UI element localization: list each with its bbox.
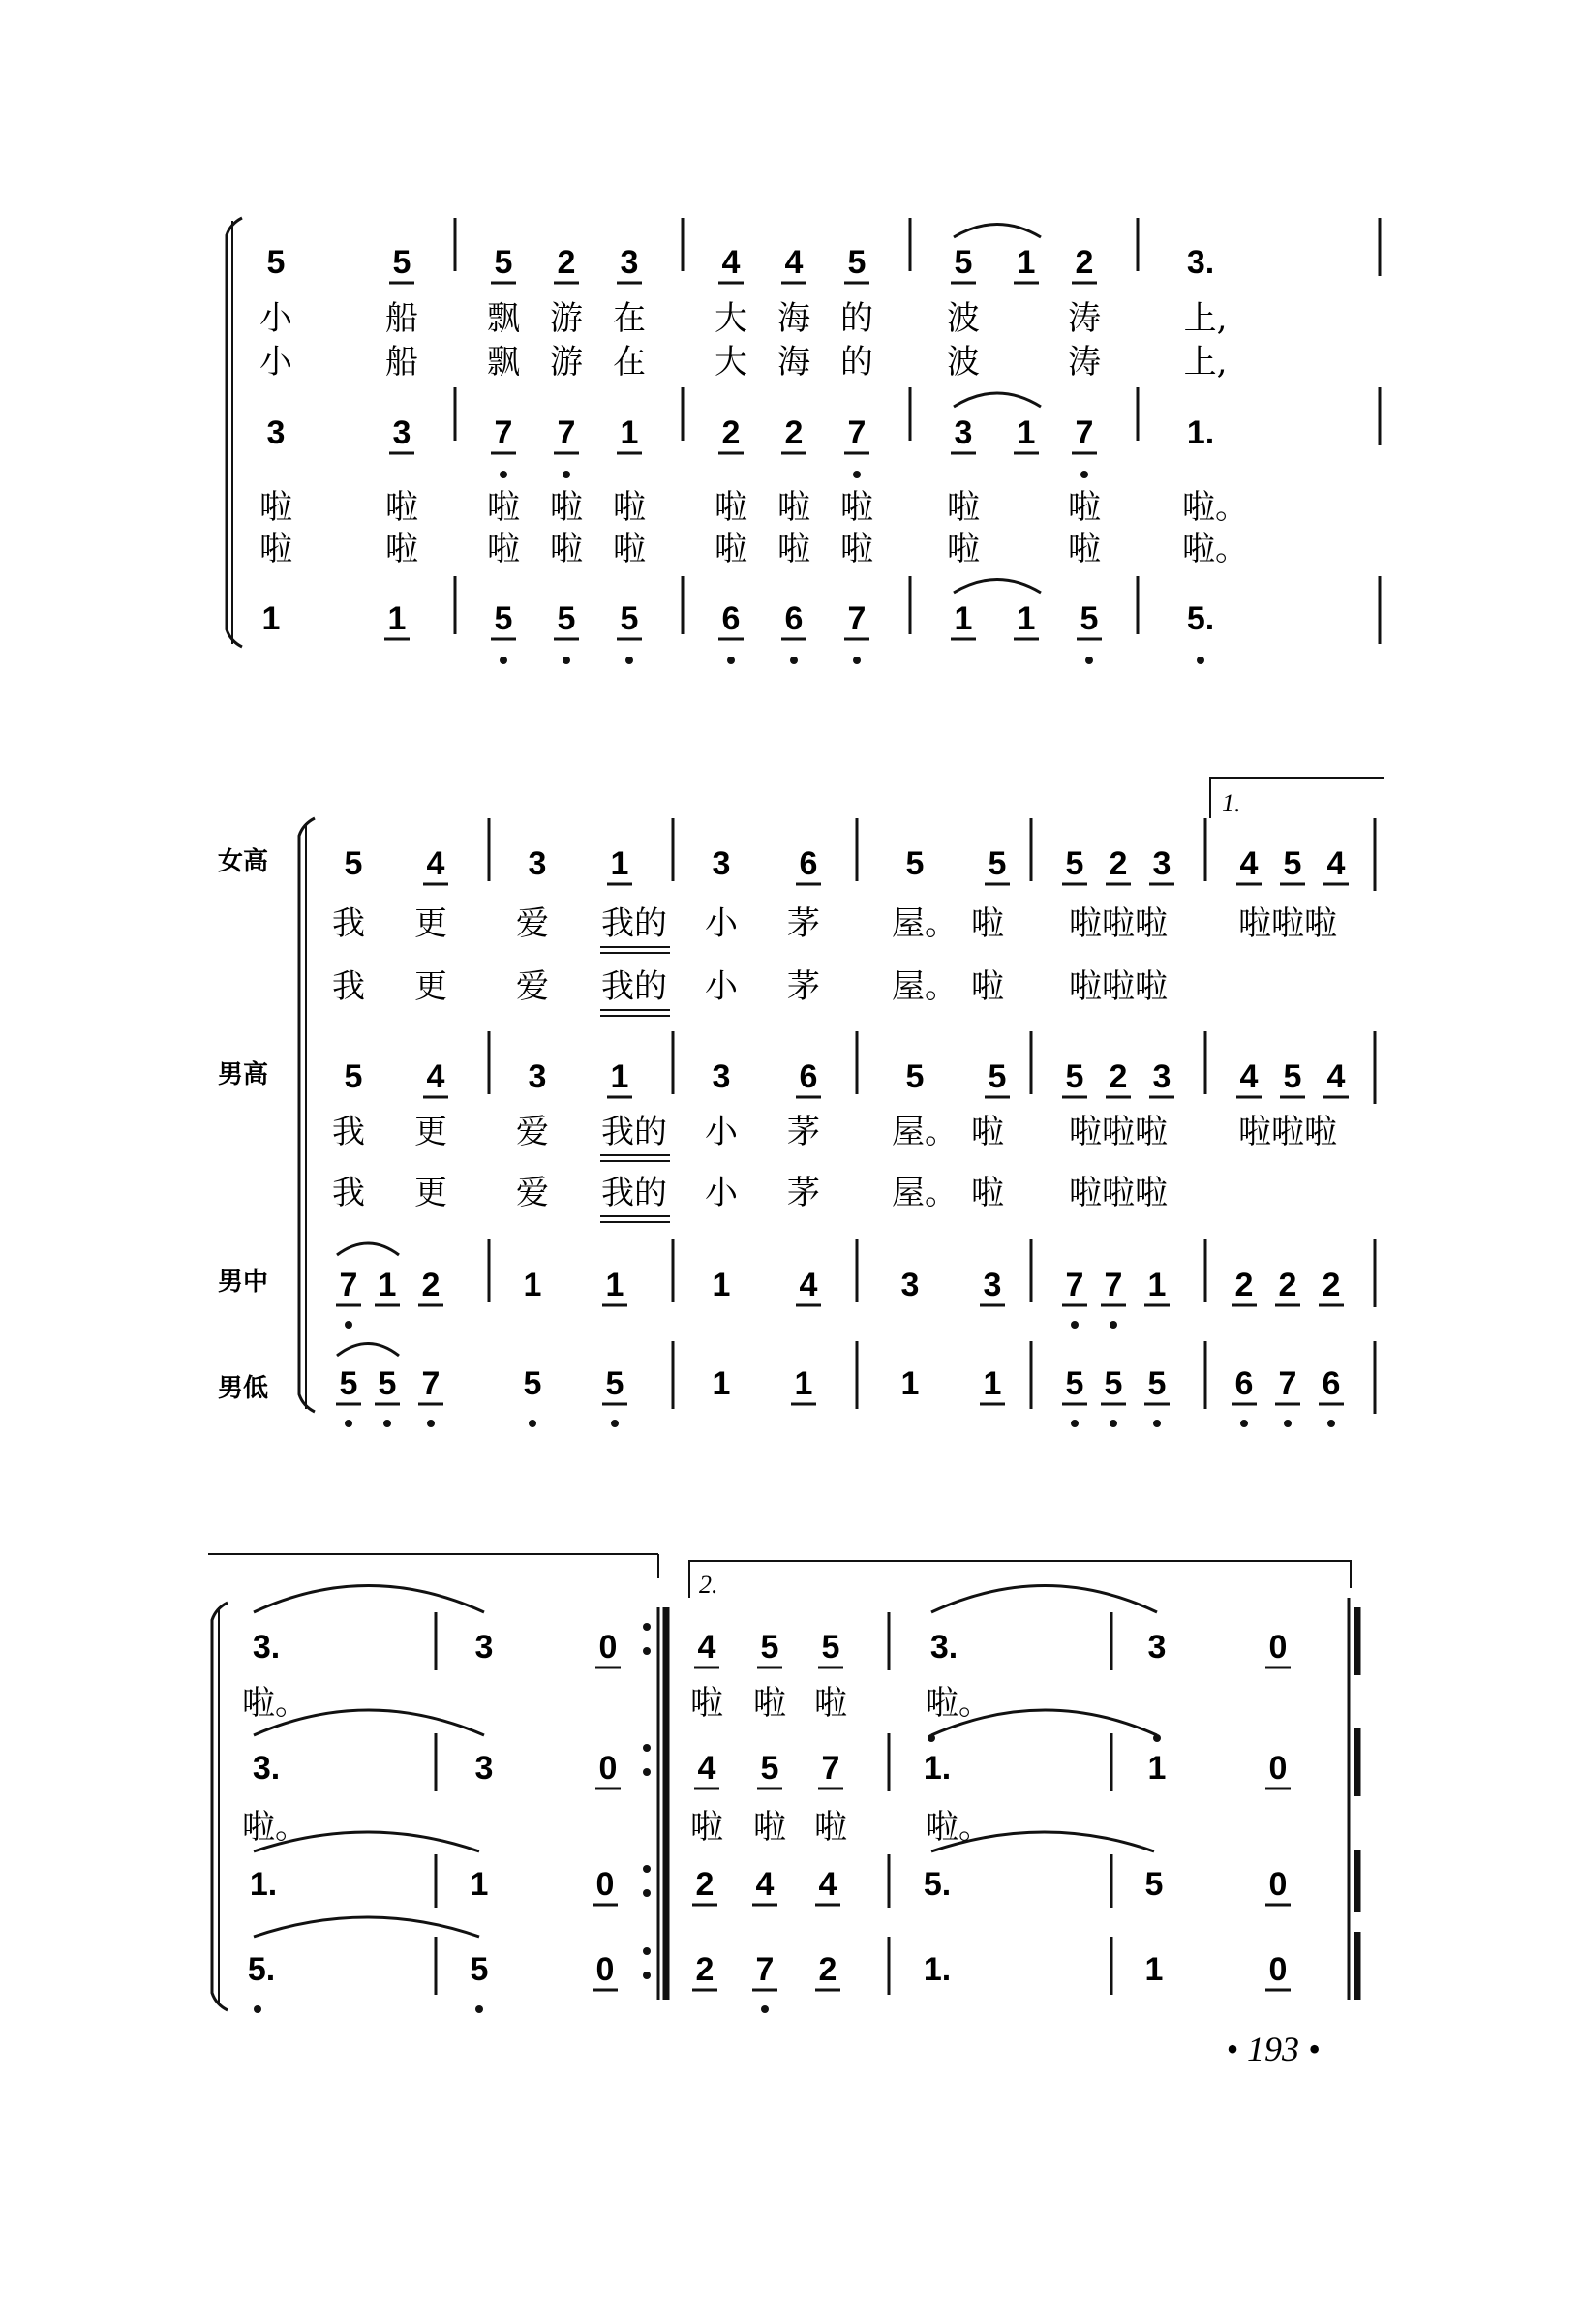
note: 6	[799, 845, 818, 882]
note: 2	[1322, 1267, 1341, 1303]
note: 1	[378, 1267, 397, 1303]
note: 5	[494, 244, 513, 281]
lyric: 爱	[516, 904, 549, 943]
slur	[337, 1344, 399, 1357]
barlines-row2	[455, 387, 1380, 445]
lyric: 啦	[947, 530, 980, 568]
note: 4	[1239, 845, 1259, 882]
note: 3	[266, 414, 286, 451]
lyric: 我	[332, 967, 365, 1006]
tie	[931, 1586, 1157, 1613]
lyric: 船	[385, 299, 418, 338]
note: 5	[494, 600, 513, 637]
note: 2	[557, 244, 576, 281]
repeat-signs	[643, 1607, 666, 2000]
note: 5	[1065, 1365, 1084, 1402]
note: 3	[712, 1058, 731, 1095]
note: 1	[610, 845, 629, 882]
tie	[254, 1586, 484, 1613]
lyric: 小	[259, 299, 292, 338]
s2-bass-notes	[340, 1365, 1341, 1402]
note: 5.	[1186, 600, 1215, 637]
note: 5	[1065, 845, 1084, 882]
volta-1-label: 1.	[1222, 789, 1241, 817]
note: 3	[528, 845, 547, 882]
note: 1	[523, 1267, 542, 1303]
lyric: 小	[259, 343, 292, 382]
note: 5	[760, 1629, 779, 1666]
note: 5	[523, 1365, 542, 1402]
note: 3	[983, 1267, 1002, 1303]
note: 3	[620, 244, 639, 281]
note: 1	[1017, 600, 1036, 637]
part-label-bass: 男低	[218, 1374, 269, 1403]
lyric: 茅	[787, 904, 820, 943]
lyric: 我	[332, 1113, 365, 1151]
s1-bass-notes	[262, 600, 1215, 637]
s1-alto-notes	[267, 414, 1215, 451]
lyric: 啦	[814, 1684, 847, 1723]
note: 3	[900, 1267, 920, 1303]
s2-tenor-lyric-2	[332, 1174, 1168, 1212]
lyric: 茅	[787, 1174, 820, 1212]
lyric: 啦	[385, 488, 418, 527]
note: 1	[620, 414, 639, 451]
note: 0	[1268, 1629, 1288, 1666]
lyric: 屋。	[892, 967, 958, 1006]
s1-la-line-1	[259, 488, 1248, 527]
lyric: 啦	[840, 530, 873, 568]
s3-barlines	[436, 1612, 1111, 1995]
s3-p2-dots	[928, 1734, 1161, 1742]
note: 1	[470, 1866, 489, 1903]
note: 6	[1234, 1365, 1254, 1402]
s1-lyric-2	[259, 343, 1227, 382]
lyric: 大	[715, 299, 747, 338]
note: 5	[847, 244, 867, 281]
note: 1	[1144, 1951, 1164, 1988]
lyric: 啦	[613, 488, 646, 527]
slur	[954, 225, 1041, 238]
lyric: 爱	[516, 1174, 549, 1212]
lyric: 啦	[971, 967, 1004, 1006]
note: 5.	[247, 1951, 276, 1988]
note: 7	[1104, 1267, 1123, 1303]
lyric: 啦。	[1182, 530, 1248, 568]
lyric: 啦	[550, 488, 583, 527]
note: 2	[1278, 1267, 1297, 1303]
note: 4	[721, 244, 741, 281]
lyric: 飘	[487, 343, 520, 382]
s1-lyric-1	[259, 299, 1227, 338]
note: 5	[378, 1365, 397, 1402]
note: 5	[266, 244, 286, 281]
lyric: 啦。	[1182, 488, 1248, 527]
note: 5	[470, 1951, 489, 1988]
lyric: 飘	[487, 299, 520, 338]
lyric: 啦	[715, 488, 747, 527]
note: 2	[695, 1951, 715, 1988]
note: 1.	[923, 1951, 952, 1988]
note: 5	[620, 600, 639, 637]
note: 5	[344, 1058, 363, 1095]
s3-p4-notes	[248, 1951, 1288, 1988]
note: 4	[426, 1058, 445, 1095]
note: 3	[474, 1750, 494, 1787]
lyric: 更	[414, 967, 447, 1006]
note: 7	[847, 414, 867, 451]
lyric: 小	[705, 1174, 738, 1212]
note: 0	[598, 1750, 618, 1787]
lyric: 啦	[613, 530, 646, 568]
note: 2	[1075, 244, 1094, 281]
lyric: 更	[414, 1113, 447, 1151]
lyric: 啦	[753, 1684, 786, 1723]
lyric: 啦啦啦	[1069, 1113, 1168, 1151]
lyric: 啦	[971, 1113, 1004, 1151]
note: 1	[387, 600, 407, 637]
note: 5	[1080, 600, 1099, 637]
note: 5	[1065, 1058, 1084, 1095]
slur	[954, 580, 1041, 594]
note: 1	[954, 600, 973, 637]
note: 5	[905, 1058, 925, 1095]
lyric: 我	[332, 904, 365, 943]
note: 1	[605, 1267, 624, 1303]
lyric: 啦。	[926, 1808, 991, 1847]
note: 7	[1075, 414, 1094, 451]
note: 3.	[1186, 244, 1215, 281]
s3-p2-lyric-b	[690, 1808, 991, 1847]
lyric: 啦啦啦	[1238, 904, 1337, 943]
note: 1	[610, 1058, 629, 1095]
note: 2	[721, 414, 741, 451]
note: 1	[1017, 244, 1036, 281]
lyric: 啦	[971, 904, 1004, 943]
note: 2	[1234, 1267, 1254, 1303]
barlines-row1	[455, 218, 1380, 276]
note: 1	[1147, 1750, 1167, 1787]
lyric: 更	[414, 1174, 447, 1212]
lyric: 更	[414, 904, 447, 943]
note: 3	[1152, 845, 1171, 882]
lyric: 啦	[814, 1808, 847, 1847]
note: 5	[344, 845, 363, 882]
note: 4	[1239, 1058, 1259, 1095]
lyric: 啦	[259, 488, 292, 527]
note: 1.	[923, 1750, 952, 1787]
note: 5.	[923, 1866, 952, 1903]
s3-p4-dots	[254, 2005, 769, 2013]
lyric: 啦	[690, 1684, 723, 1723]
note: 5	[1147, 1365, 1167, 1402]
lyric: 游	[550, 299, 583, 338]
lyric: 上,	[1183, 343, 1228, 382]
lyric: 我的	[601, 967, 667, 1006]
tie	[254, 1917, 479, 1937]
note: 2	[784, 414, 804, 451]
note: 0	[595, 1951, 615, 1988]
note: 5	[1104, 1365, 1123, 1402]
note: 4	[1326, 1058, 1346, 1095]
lyric: 波	[947, 299, 980, 338]
lyric: 海	[777, 299, 810, 338]
note: 6	[799, 1058, 818, 1095]
slur	[954, 393, 1041, 407]
note: 7	[1065, 1267, 1084, 1303]
lyric: 屋。	[892, 904, 958, 943]
system-1	[227, 218, 1380, 664]
system-bracket	[227, 218, 242, 647]
s2-soprano-lyric-2	[332, 967, 1168, 1006]
slur	[337, 1243, 399, 1255]
lyric: 游	[550, 343, 583, 382]
note: 6	[784, 600, 804, 637]
lyric: 啦。	[242, 1684, 308, 1723]
note: 3	[528, 1058, 547, 1095]
note: 6	[721, 600, 741, 637]
note: 7	[821, 1750, 840, 1787]
system-2	[218, 778, 1384, 1427]
lyric: 上,	[1183, 299, 1228, 338]
note: 7	[847, 600, 867, 637]
lyric: 啦	[1068, 530, 1101, 568]
note: 5	[1283, 845, 1302, 882]
note: 1.	[1186, 414, 1215, 451]
note: 2	[1109, 845, 1128, 882]
part-label-tenor: 男高	[218, 1060, 269, 1089]
barlines-row3	[455, 576, 1380, 644]
lyric: 在	[613, 343, 646, 382]
note: 0	[1268, 1750, 1288, 1787]
note: 5	[821, 1629, 840, 1666]
note: 1	[712, 1267, 731, 1303]
s1-la-line-2	[259, 530, 1248, 568]
note: 1	[794, 1365, 813, 1402]
page-number: • 193 •	[1226, 2030, 1321, 2068]
lyric: 的	[840, 343, 873, 382]
s2-part-labels	[218, 846, 268, 1403]
note: 5	[392, 244, 411, 281]
volta-2-bracket	[689, 1561, 1351, 1598]
note: 7	[755, 1951, 775, 1988]
note: 6	[1322, 1365, 1341, 1402]
part-label-soprano: 女高	[218, 847, 269, 876]
note: 5	[557, 600, 576, 637]
note: 5	[339, 1365, 358, 1402]
note: 5	[1144, 1866, 1164, 1903]
lyric: 涛	[1068, 343, 1101, 382]
s2-soprano-notes	[345, 845, 1346, 882]
lyric: 爱	[516, 1113, 549, 1151]
lyric: 啦	[753, 1808, 786, 1847]
note: 3	[392, 414, 411, 451]
note: 2	[695, 1866, 715, 1903]
lyric: 啦。	[242, 1808, 308, 1847]
s3-p2-notes	[253, 1750, 1288, 1787]
note: 4	[784, 244, 804, 281]
system-3	[208, 1554, 1357, 2013]
note: 1	[983, 1365, 1002, 1402]
lyric: 啦	[777, 488, 810, 527]
note: 5	[988, 845, 1007, 882]
note: 7	[339, 1267, 358, 1303]
s2-baritone-dots	[345, 1321, 1117, 1329]
lyric: 船	[385, 343, 418, 382]
note: 7	[1278, 1365, 1297, 1402]
lyric: 屋。	[892, 1113, 958, 1151]
s3-p3-notes	[250, 1866, 1288, 1903]
s1-bass-dots	[500, 657, 1204, 664]
s2-tenor-lyric-1	[332, 1113, 1337, 1151]
lyric: 爱	[516, 967, 549, 1006]
note: 0	[1268, 1866, 1288, 1903]
lyric: 啦	[550, 530, 583, 568]
lyric: 啦	[1068, 488, 1101, 527]
lyric: 啦	[777, 530, 810, 568]
final-barline	[1349, 1598, 1357, 2000]
lyric: 茅	[787, 1113, 820, 1151]
lyric: 啦啦啦	[1238, 1113, 1337, 1151]
note: 0	[598, 1629, 618, 1666]
lyric: 啦	[840, 488, 873, 527]
lyric: 啦	[487, 530, 520, 568]
lyric: 海	[777, 343, 810, 382]
lyric: 啦啦啦	[1069, 1174, 1168, 1212]
s2-tenor-notes	[345, 1058, 1346, 1095]
lyric: 啦	[487, 488, 520, 527]
lyric: 涛	[1068, 299, 1101, 338]
note: 5	[988, 1058, 1007, 1095]
lyric: 啦啦啦	[1069, 967, 1168, 1006]
note: 0	[1268, 1951, 1288, 1988]
lyric: 啦	[947, 488, 980, 527]
s3-p1-notes	[253, 1629, 1288, 1666]
lyric: 我的	[601, 904, 667, 943]
note: 4	[697, 1750, 716, 1787]
note: 2	[818, 1951, 837, 1988]
note: 3	[1147, 1629, 1167, 1666]
note: 1.	[249, 1866, 278, 1903]
note: 2	[421, 1267, 441, 1303]
note: 3.	[252, 1629, 281, 1666]
lyric: 我的	[601, 1113, 667, 1151]
note: 5	[905, 845, 925, 882]
note: 4	[1326, 845, 1346, 882]
note: 1	[1017, 414, 1036, 451]
note: 7	[557, 414, 576, 451]
part-label-baritone: 男中	[218, 1268, 269, 1297]
note: 5	[1283, 1058, 1302, 1095]
note: 7	[494, 414, 513, 451]
note: 7	[421, 1365, 441, 1402]
lyric: 啦	[385, 530, 418, 568]
lyric: 啦	[259, 530, 292, 568]
note: 3	[954, 414, 973, 451]
note: 1	[712, 1365, 731, 1402]
lyric: 我的	[601, 1174, 667, 1212]
volta-2-label: 2.	[699, 1571, 718, 1599]
note: 4	[818, 1866, 837, 1903]
s2-soprano-lyric-1	[332, 904, 1337, 943]
note: 3	[712, 845, 731, 882]
note: 4	[697, 1629, 716, 1666]
note: 3	[1152, 1058, 1171, 1095]
note: 0	[595, 1866, 615, 1903]
lyric: 啦	[690, 1808, 723, 1847]
note: 3.	[929, 1629, 958, 1666]
note: 2	[1109, 1058, 1128, 1095]
lyric: 茅	[787, 967, 820, 1006]
s1-alto-dots	[500, 471, 1088, 478]
lyric: 小	[705, 904, 738, 943]
note: 4	[426, 845, 445, 882]
lyric: 啦啦啦	[1069, 904, 1168, 943]
note: 4	[799, 1267, 818, 1303]
lyric: 啦。	[926, 1684, 991, 1723]
note: 5	[760, 1750, 779, 1787]
lyric: 小	[705, 967, 738, 1006]
note: 5	[605, 1365, 624, 1402]
lyric: 大	[715, 343, 747, 382]
lyric: 我	[332, 1174, 365, 1212]
lyric: 小	[705, 1113, 738, 1151]
s3-p1-lyric-b	[690, 1684, 991, 1723]
lyric: 啦	[971, 1174, 1004, 1212]
note: 4	[755, 1866, 775, 1903]
note: 1	[900, 1365, 920, 1402]
note: 1	[261, 600, 281, 637]
note: 3	[474, 1629, 494, 1666]
lyric: 的	[840, 299, 873, 338]
note: 3.	[252, 1750, 281, 1787]
lyric: 啦	[715, 530, 747, 568]
s1-soprano-notes	[267, 244, 1215, 281]
note: 5	[954, 244, 973, 281]
lyric: 在	[613, 299, 646, 338]
lyric: 波	[947, 343, 980, 382]
lyric: 屋。	[892, 1174, 958, 1212]
s2-bass-dots	[345, 1420, 1335, 1427]
note: 1	[1147, 1267, 1167, 1303]
